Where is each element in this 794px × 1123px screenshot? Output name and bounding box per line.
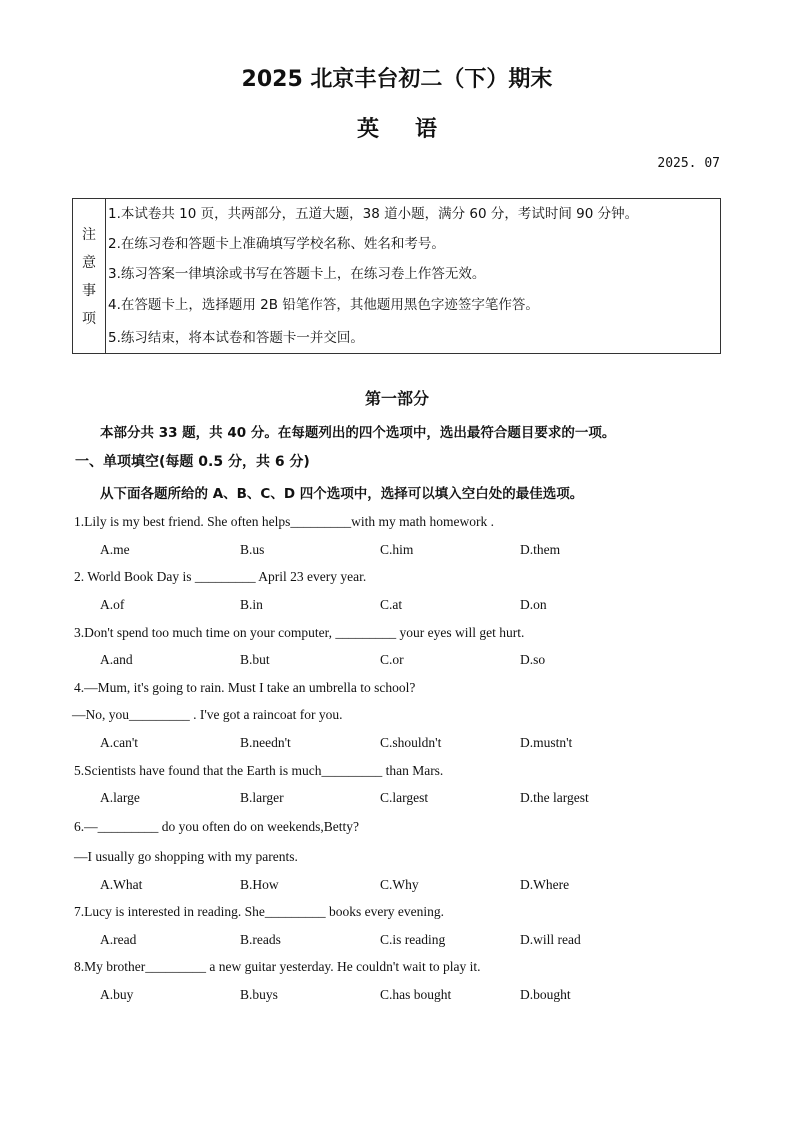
question-text: 3.Don't spend too much time on your computer, _________ your eyes will get hurt. xyxy=(74,625,525,640)
option-a: A.read xyxy=(100,932,137,947)
question-text: 6.—_________ do you often do on weekends,Betty? xyxy=(74,819,359,834)
exam-date: 2025. 07 xyxy=(657,156,720,171)
option-b: B.needn't xyxy=(240,735,291,750)
question-text: 5.Scientists have found that the Earth is much_________ than Mars. xyxy=(74,763,444,778)
notice-box xyxy=(72,198,721,354)
option-a: A.can't xyxy=(100,735,139,750)
option-a: A.me xyxy=(100,542,130,557)
option-d: D.the largest xyxy=(520,790,589,805)
option-b: B.but xyxy=(240,652,270,667)
option-d: D.on xyxy=(520,597,547,612)
option-b: B.buys xyxy=(240,987,278,1002)
option-c: C.has bought xyxy=(380,987,452,1002)
section-instruction: 从下面各题所给的 A、B、C、D 四个选项中，选择可以填入空白处的最佳选项。 xyxy=(100,486,584,502)
notice-item: 3.练习答案一律填涂或书写在答题卡上，在练习卷上作答无效。 xyxy=(108,266,486,282)
option-a: A.large xyxy=(100,790,140,805)
notice-label-char: 意 xyxy=(82,255,96,271)
option-d: D.bought xyxy=(520,987,571,1002)
option-b: B.us xyxy=(240,542,265,557)
notice-label-char: 事 xyxy=(82,283,96,299)
part-title: 第一部分 xyxy=(364,389,429,408)
option-c: C.or xyxy=(380,652,404,667)
notice-label-char: 注 xyxy=(82,227,96,243)
notice-item: 1.本试卷共 10 页，共两部分，五道大题，38 道小题，满分 60 分，考试时间 90 分钟。 xyxy=(108,206,639,222)
question-text: 8.My brother_________ a new guitar yesterday. He couldn't wait to play it. xyxy=(74,959,481,974)
notice-item: 4.在答题卡上，选择题用 2B 铅笔作答，其他题用黑色字迹签字笔作答。 xyxy=(108,297,539,313)
notice-item: 2.在练习卷和答题卡上准确填写学校名称、姓名和考号。 xyxy=(108,236,445,252)
option-d: D.will read xyxy=(520,932,581,947)
option-c: C.is reading xyxy=(380,932,446,947)
option-b: B.in xyxy=(240,597,263,612)
option-c: C.him xyxy=(380,542,414,557)
notice-item: 5.练习结束，将本试卷和答题卡一并交回。 xyxy=(108,330,364,346)
option-c: C.shouldn't xyxy=(380,735,442,750)
option-c: C.largest xyxy=(380,790,429,805)
question-text: 4.—Mum, it's going to rain. Must I take an umbrella to school? xyxy=(74,680,416,695)
option-a: A.What xyxy=(100,877,143,892)
question-text: 1.Lily is my best friend. She often helps_________with my math homework . xyxy=(74,514,494,529)
option-a: A.buy xyxy=(100,987,134,1002)
notice-label xyxy=(73,199,106,353)
option-d: D.Where xyxy=(520,877,570,892)
exam-title: 2025 北京丰台初二（下）期末 xyxy=(241,67,553,92)
notice-label-char: 项 xyxy=(82,311,96,327)
question-text-continued: —I usually go shopping with my parents. xyxy=(74,849,298,864)
option-b: B.How xyxy=(240,877,279,892)
option-a: A.of xyxy=(100,597,125,612)
option-a: A.and xyxy=(100,652,133,667)
question-text: 2. World Book Day is _________ April 23 every year. xyxy=(74,569,367,584)
option-d: D.so xyxy=(520,652,546,667)
question-text: 7.Lucy is interested in reading. She_________ books every evening. xyxy=(74,904,445,919)
option-b: B.reads xyxy=(240,932,281,947)
subject-title: 英语 xyxy=(356,117,473,142)
option-c: C.Why xyxy=(380,877,419,892)
option-d: D.mustn't xyxy=(520,735,573,750)
question-text-continued: —No, you_________ . I've got a raincoat for you. xyxy=(72,707,343,722)
part-intro: 本部分共 33 题，共 40 分。在每题列出的四个选项中，选出最符合题目要求的一项。 xyxy=(100,425,616,441)
option-d: D.them xyxy=(520,542,561,557)
option-c: C.at xyxy=(380,597,403,612)
option-b: B.larger xyxy=(240,790,284,805)
section-title: 一、单项填空(每题 0.5 分，共 6 分) xyxy=(75,454,310,470)
